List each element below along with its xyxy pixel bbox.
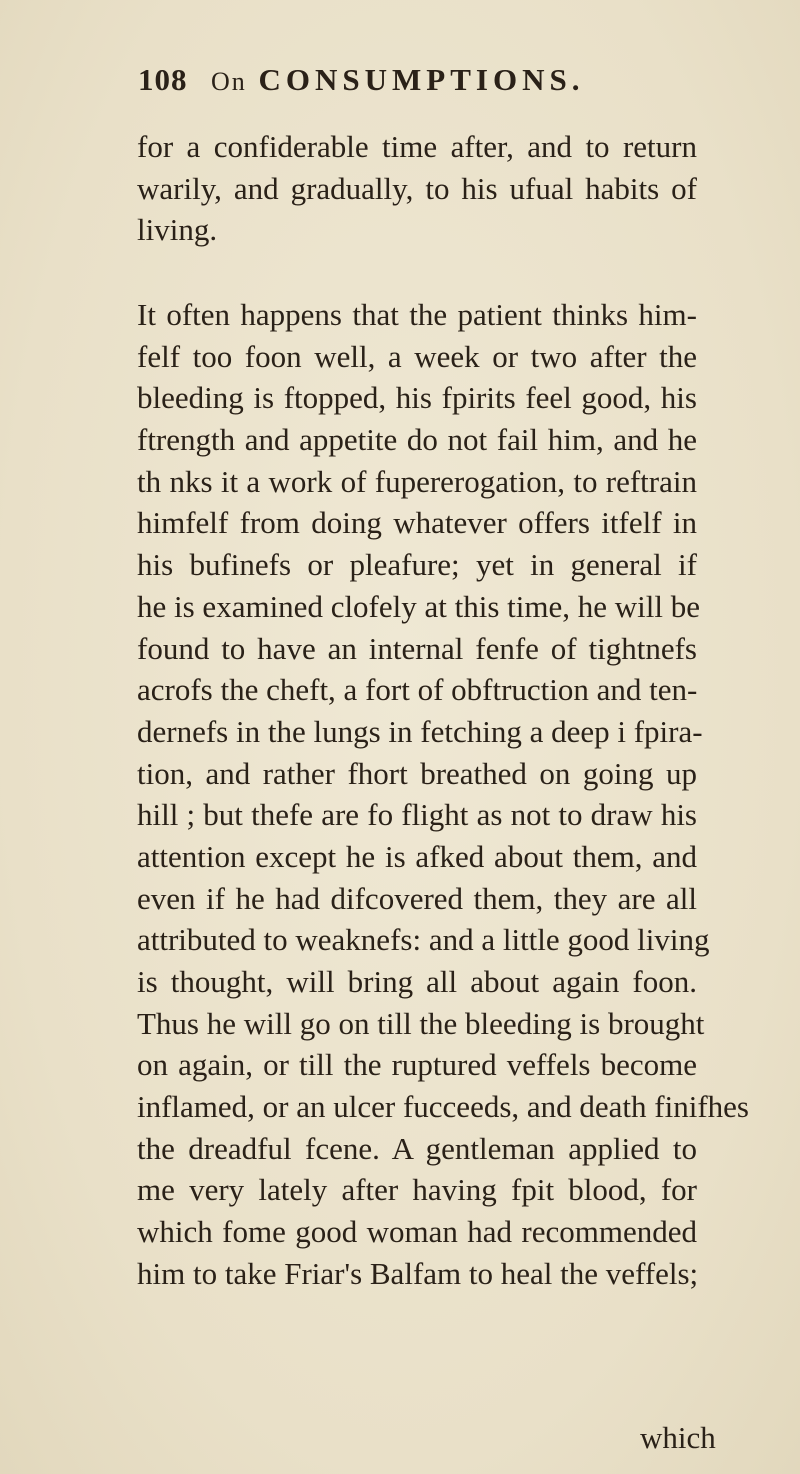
text-line: even if he had difcovered them, they are all [137, 880, 697, 916]
text-line: ftrength and appetite do not fail him, and he [137, 422, 697, 458]
running-head-title: CONSUMPTIONS. [258, 62, 585, 97]
text-line: felf too foon well, a week or two after the [137, 338, 697, 374]
text-line: living. [137, 212, 218, 248]
text-line: him to take Friar's Balfam to heal the veffels; [137, 1255, 699, 1291]
text-line: warily, and gradually, to his ufual habits of [137, 170, 697, 206]
text-line: for a confiderable time after, and to return [137, 129, 697, 164]
paragraph-continuation [137, 126, 697, 251]
text-line: hill ; but thefe are fo flight as not to draw his [137, 797, 697, 833]
paragraph-main [137, 294, 749, 1295]
text-line: the dreadful fcene. A gentleman applied to [137, 1130, 697, 1166]
text-line: bleeding is ftopped, his fpirits feel good, his [137, 380, 697, 416]
running-head [211, 62, 584, 98]
text-line: found to have an internal fenfe of tightnefs [137, 630, 697, 666]
text-line: me very lately after having fpit blood, for [137, 1172, 697, 1208]
text-line: acrofs the cheft, a fort of obftruction and ten- [137, 672, 698, 708]
text-line: which fome good woman had recommended [137, 1214, 697, 1250]
text-line: himfelf from doing whatever offers itfelf in [137, 505, 697, 541]
text-line: Thus he will go on till the bleeding is brought [137, 1005, 705, 1041]
text-line: is thought, will bring all about again foon. [137, 964, 697, 999]
text-line: he is examined clofely at this time, he will be [137, 588, 701, 624]
text-line: his bufinefs or pleafure; yet in general if [137, 547, 697, 583]
text-line: It often happens that the patient thinks him- [137, 297, 697, 332]
text-line: inflamed, or an ulcer fucceeds, and death finifhes [137, 1089, 749, 1125]
text-line: on again, or till the ruptured veffels become [137, 1047, 697, 1083]
page-number: 108 [138, 62, 188, 97]
text-line: dernefs in the lungs in fetching a deep i fpira- [137, 713, 703, 749]
running-head-prefix: On [211, 67, 247, 96]
text-line: attention except he is afked about them, and [137, 838, 697, 874]
catchword: which [640, 1420, 716, 1455]
text-line: attributed to weaknefs: and a little good living [137, 922, 710, 958]
text-line: th nks it a work of fupererogation, to reftrain [137, 463, 697, 499]
text-line: tion, and rather fhort breathed on going up [137, 755, 697, 791]
page-header [138, 62, 698, 112]
